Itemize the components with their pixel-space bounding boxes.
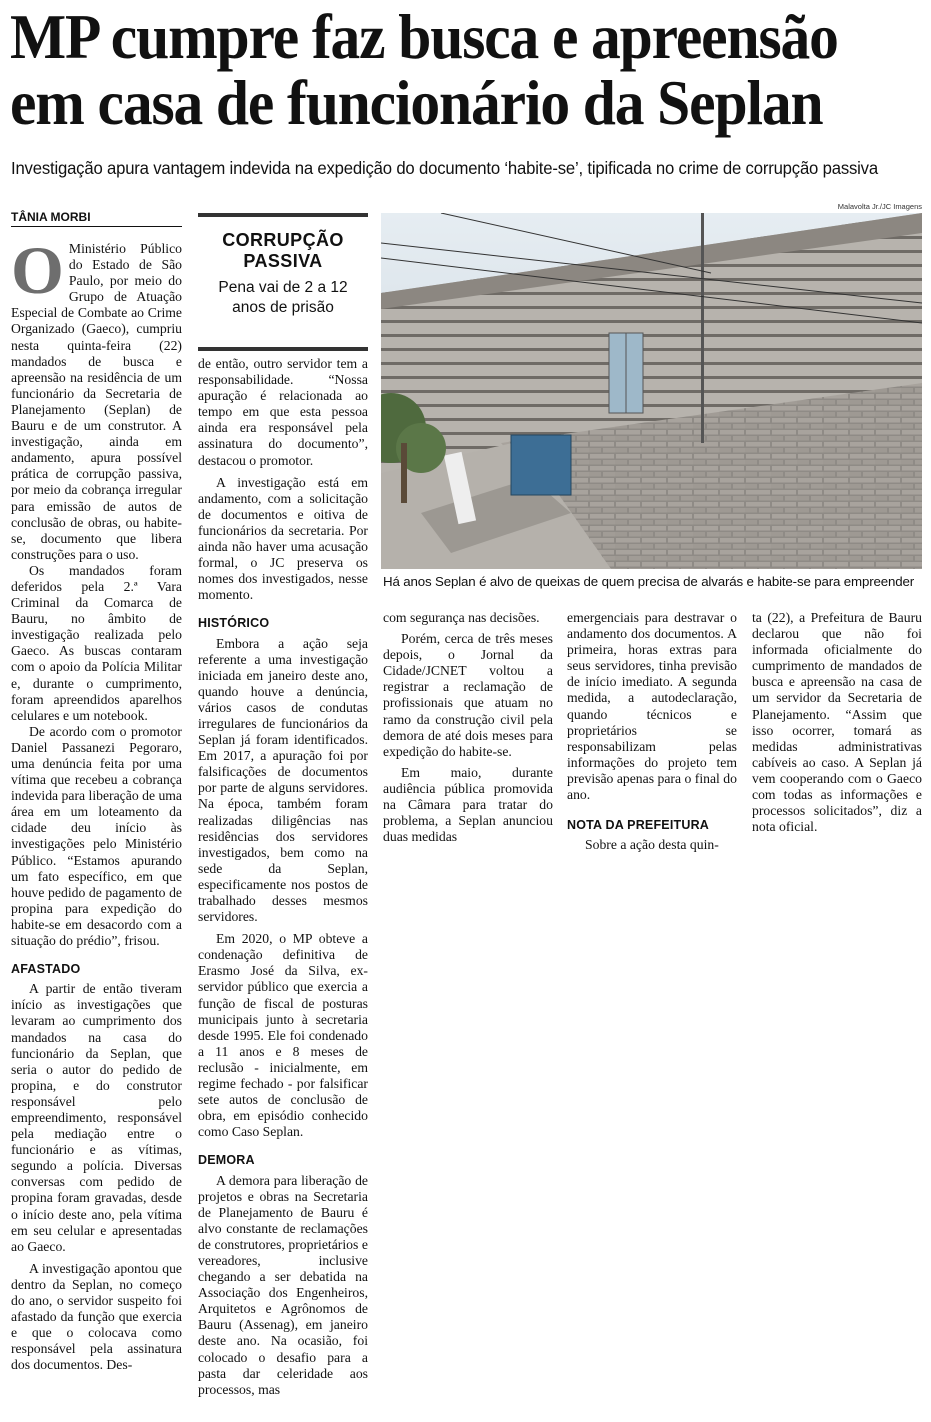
article-paragraph: A investigação apontou que dentro da Seplan, no começo do ano, o servidor suspeito foi afastado da função que exercia e que o colocava como responsável pela assinatura dos documentos. Des- [11, 1260, 182, 1373]
headline-line-1: MP cumpre faz busca e apreensão [10, 1, 838, 72]
article-column-5 [752, 610, 922, 835]
article-paragraph: Sobre a ação desta quin- [585, 837, 719, 853]
seplan-building-photo [381, 213, 922, 569]
section-heading-nota-da-prefeitura: NOTA DA PREFEITURA [567, 818, 710, 833]
section-heading-demora: DEMORA [198, 1153, 255, 1168]
article-paragraph: A partir de então tiveram início as investigações que levaram ao cumprimento dos mandados na casa do funcionário da Seplan, que seria o autor do pedido de propina, e do construtor responsável pelo empreendimento, responsável pela mediação entre o funcionário e as vítimas, segundo a polícia. Diversas conversas com pedido de propina foram gravadas, desde o início deste ano, pela vítima em seu celular e apresentadas ao Gaeco. [11, 981, 182, 1254]
sidebox-title-line-1: CORRUPÇÃO [222, 230, 344, 250]
subheadline: Investigação apura vantagem indevida na expedição do documento ‘habite-se’, tipificada no crime de corrupção passiva [11, 158, 878, 178]
article-column-2 [198, 356, 368, 1398]
sidebox-title-line-2: PASSIVA [243, 251, 323, 271]
article-paragraph: de então, outro servidor tem a responsabilidade. “Nossa apuração é relacionada ao tempo em que esta pessoa ainda era responsável pela assinatura do documento”, destacou o promotor. [198, 356, 368, 468]
photo-illustration [381, 213, 922, 569]
article-paragraph [11, 232, 182, 563]
article-paragraph: Os mandados foram deferidos pela 2.ª Vara Criminal da Comarca de Bauru, no âmbito de investigação realizada pelo Gaeco. As buscas contaram com o apoio da Polícia Militar e, durante o cumprimento, foram apreendidos aparelhos celulares e um notebook. [11, 562, 182, 723]
sidebox-corrupcao-passiva [198, 213, 368, 351]
article-paragraph: A investigação está em andamento, com a solicitação de documentos e oitiva de funcionários da secretaria. Por ainda não haver uma acusação formal, o JC preserva os nomes dos investigados, nesse momento. [198, 474, 368, 603]
sidebox-text-line-1: Pena vai de 2 a 12 [218, 279, 348, 296]
article-column-4 [567, 610, 737, 853]
headline [10, 1, 861, 138]
sidebox-title [198, 230, 368, 272]
section-heading-afastado: AFASTADO [11, 962, 81, 977]
article-paragraph: emergenciais para destravar o andamento dos documentos. A primeira, horas extras para seus servidores, tinha previsão de início imediato. A segunda medida, a autodeclaração, quando técnicos e proprietários se responsabilizam pelas informações do projeto tem previsão apenas para o final do ano. [567, 610, 737, 803]
article-column-1 [11, 232, 183, 1373]
photo-credit: Malavolta Jr./JC Imagens [837, 202, 922, 211]
byline: TÂNIA MORBI [11, 210, 182, 227]
article-paragraph: Em maio, durante audiência pública promovida na Câmara para tratar do problema, a Seplan anunciou duas medidas [383, 764, 553, 845]
article-paragraph: Em 2020, o MP obteve a condenação definitiva de Erasmo José da Silva, ex-servidor público que exercia a função de fiscal de posturas municipais junto à secretaria desde 1995. Ele foi condenado a 11 anos e 8 meses de reclusão - inicialmente, em regime fechado - por falsificar sete autos de conclusão de obra, em episódio conhecido como Caso Seplan. [198, 931, 368, 1140]
article-paragraph: ta (22), a Prefeitura de Bauru declarou que não foi informada oficialmente do cumprimento de mandados de busca e apreensão na casa de um servidor da Secretaria de Planejamento. “Assim que isso ocorrer, tomará as medidas administrativas cabíveis ao caso. A Seplan já vem cooperando com o Gaeco com todas as informações e processos solicitados”, diz a nota oficial. [752, 610, 922, 835]
article-paragraph: Porém, cerca de três meses depois, o Jornal da Cidade/JCNET voltou a registrar a reclamação de profissionais que atuam no ramo da construção civil pela demora de até dois meses para expedição do habite-se. [383, 631, 553, 759]
article-column-3 [383, 610, 553, 845]
article-paragraph: A demora para liberação de projetos e obras na Secretaria de Planejamento de Bauru é alvo constante de reclamações de construtores, proprietários e vereadores, inclusive chegando a ser debatida na Associação dos Engenheiros, Arquitetos e Agrônomos de Bauru (Assenag), em janeiro deste ano. Na ocasião, foi colocado o desafio para a pasta dar celeridade aos processos, mas [198, 1172, 368, 1397]
drop-cap: O [11, 232, 64, 308]
headline-line-2: em casa de funcionário da Seplan [10, 67, 823, 138]
article-paragraph: De acordo com o promotor Daniel Passanezi Pegoraro, uma denúncia feita por uma vítima que recebeu a cobrança indevida para liberação de uma área em um loteamento da cidade deu início às investigações pelo Ministério Público. “Estamos apurando um fato específico, em que houve pedido de pagamento de propina para expedição do habite-se em desacordo com a situação do prédio”, frisou. [11, 723, 183, 949]
paragraph-text: Ministério Público do Estado de São Paulo, por meio do Grupo de Atuação Especial de Combate ao Crime Organizado (Gaeco), cumpriu nesta quinta-feira (22) mandados de busca e apreensão na residência de um funcionário da Secretaria de Planejamento (Seplan) de Bauru e de um construtor. A investigação, ainda em andamento, apura possível prática de corrupção passiva, por meio da cobrança irregular para emissão de autos de conclusão de obras, ou habite-se, documento que libera construções para o uso. [11, 241, 182, 562]
photo-caption: Há anos Seplan é alvo de queixas de quem precisa de alvarás e habite-se para empreender [383, 574, 914, 589]
section-heading-historico: HISTÓRICO [198, 616, 270, 631]
article-paragraph: com segurança nas decisões. [383, 610, 540, 625]
sidebox-text [198, 278, 368, 318]
sidebox-text-line-2: anos de prisão [232, 299, 334, 316]
article-paragraph: Embora a ação seja referente a uma investigação iniciada em janeiro deste ano, quando houve a denúncia, vários casos de condutas irregulares de funcionários da Seplan já foram identificados. Em 2017, a apuração foi por falsificações de documentos por parte de alguns servidores. Na época, também foram realizadas diligências nas residências dos servidores investigados, bem como na sede da Seplan, especificamente nos postos de trabalhado desses mesmos servidores. [198, 635, 368, 925]
